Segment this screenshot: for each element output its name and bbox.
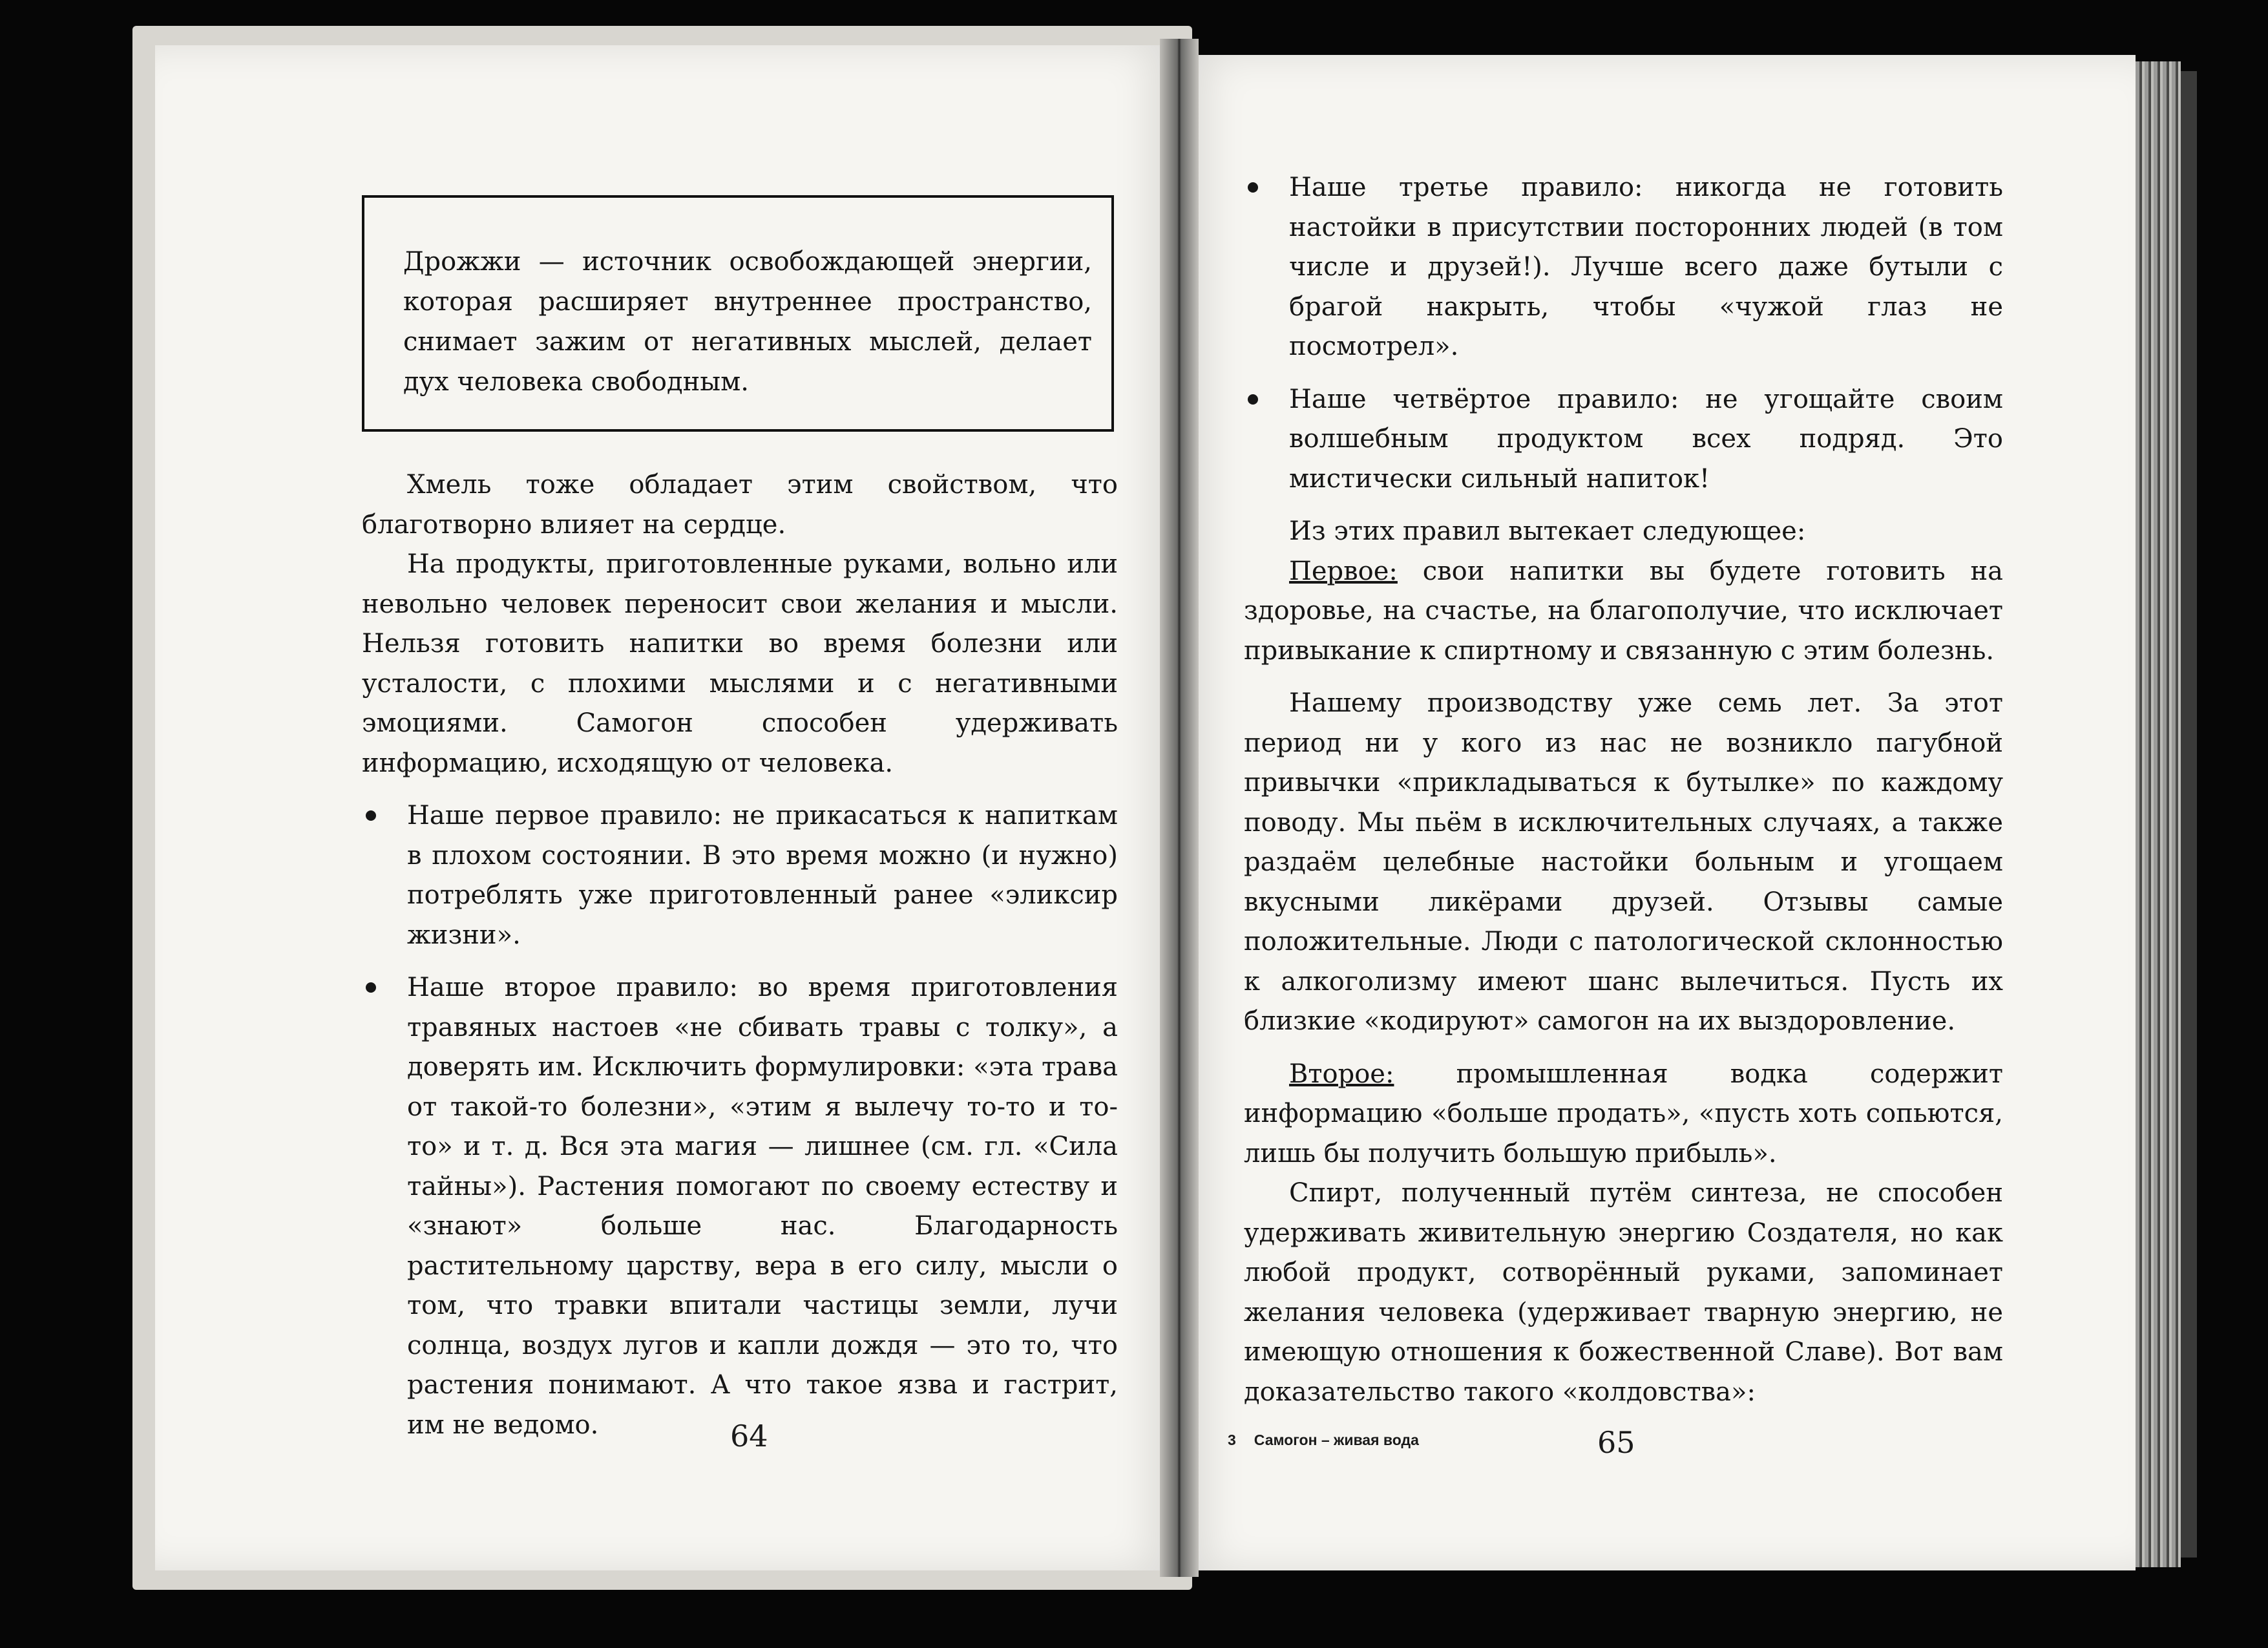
bullet-icon [366,982,376,993]
rule-first-text: Наше первое правило: не прикасаться к напиткам в плохом состоянии. В это время можно (и нужно) потреблять уже приготовленный ранее «эликсир жизни». [407,801,1118,950]
left-page-text [362,465,1118,1445]
bullet-icon [1248,182,1258,193]
chapter-title: Самогон – живая вода [1254,1431,1419,1448]
back-cover-edge [2181,71,2197,1558]
rule-second [362,968,1118,1445]
paragraph-intentions: На продукты, приготовленные руками, вольно или невольно человек переносит свои желания и мысли. Нельзя готовить напитки во время болезни или усталости, с плохими мыслями и с негативными эмоциями. Самогон способен удерживать информацию, исходящую от человека. [362,549,1118,778]
rule-first [362,796,1118,955]
page-number-left: 64 [730,1419,768,1453]
paragraph-production: Нашему производству уже семь лет. За этот период ни у кого из нас не возникло пагубной привычки «прикладываться к бутылке» по каждому поводу. Мы пьём в исключительных случаях, а также раздаём целебные настойки больным и угощаем вкусными ликёрами друзей. Отзывы самые положительные. Люди с патологической склонностью к алкоголизму имеют шанс вылечиться. Пусть их близкие «кодируют» самогон на их выздоровление. [1244,688,2003,1036]
rule-third-text: Наше третье правило: никогда не готовить настойки в присутствии посторонних людей (в том числе и друзей!). Лучше всего даже бутыли с брагой накрыть, чтобы «чужой глаз не посмотрел». [1289,173,2003,361]
paragraph-second [1244,1055,2003,1174]
running-footer [1228,1431,1419,1449]
callout-text: Дрожжи — источник освобождающей энергии, которая расширяет внутреннее пространство, снимает зажим от негативных мыслей, делает дух человека свободным. [403,247,1092,397]
bullet-icon [1248,394,1258,405]
first-label: Первое: [1289,556,1398,586]
rule-second-text: Наше второе правило: во время приготовления травяных настоев «не сбивать травы с толку», а доверять им. Исключить формулировки: «эта трава от такой-то болезни», «этим я вылечу то-то и то-то» и т. д. Вся эта магия — лишнее (см. гл. «Сила тайны»). Растения помогают по своему естеству и «знают» больше нас. Благодарность растительному царству, вера в его силу, мысли о том, что травки впитали частицы земли, лучи солнца, воздух лугов и капли дождя — это то, что растения понимают. А что такое язва и гастрит, им не ведомо. [407,973,1118,1440]
rule-third [1244,168,2003,367]
bullet-icon [366,810,376,821]
second-label: Второе: [1289,1059,1394,1089]
paragraph-first [1244,552,2003,671]
right-page-text [1244,168,2003,1412]
book-spine-gutter [1160,39,1199,1577]
second-text: промышленная водка содержит информацию «больше продать», «пусть хоть сопьются, лишь бы получить большую прибыль». [1244,1059,2003,1168]
paragraph-spirit: Спирт, полученный путём синтеза, не способен удерживать живительную энергию Создателя, но как любой продукт, сотворённый руками, запоминает желания человека (удерживает тварную энергию, не имеющую отношения к божественной Славе). Вот вам доказательство такого «колдовства»: [1244,1178,2003,1407]
page-stack-edge [2136,61,2181,1567]
rule-fourth-text: Наше четвёртое правило: не угощайте своим волшебным продуктом всех подряд. Это мистически сильный напиток! [1289,384,2003,494]
rule-fourth [1244,380,2003,500]
paragraph-hops: Хмель тоже обладает этим свойством, что благотворно влияет на сердце. [362,470,1118,540]
first-text: свои напитки вы будете готовить на здоровье, на счастье, на благополучие, что исключает привыкание к спиртному и связанную с этим болезнь. [1244,556,2003,666]
chapter-number: 3 [1228,1431,1236,1448]
page-number-right: 65 [1597,1425,1635,1460]
callout-box [362,195,1114,432]
consequences-intro: Из этих правил вытекает следующее: [1289,516,1806,546]
